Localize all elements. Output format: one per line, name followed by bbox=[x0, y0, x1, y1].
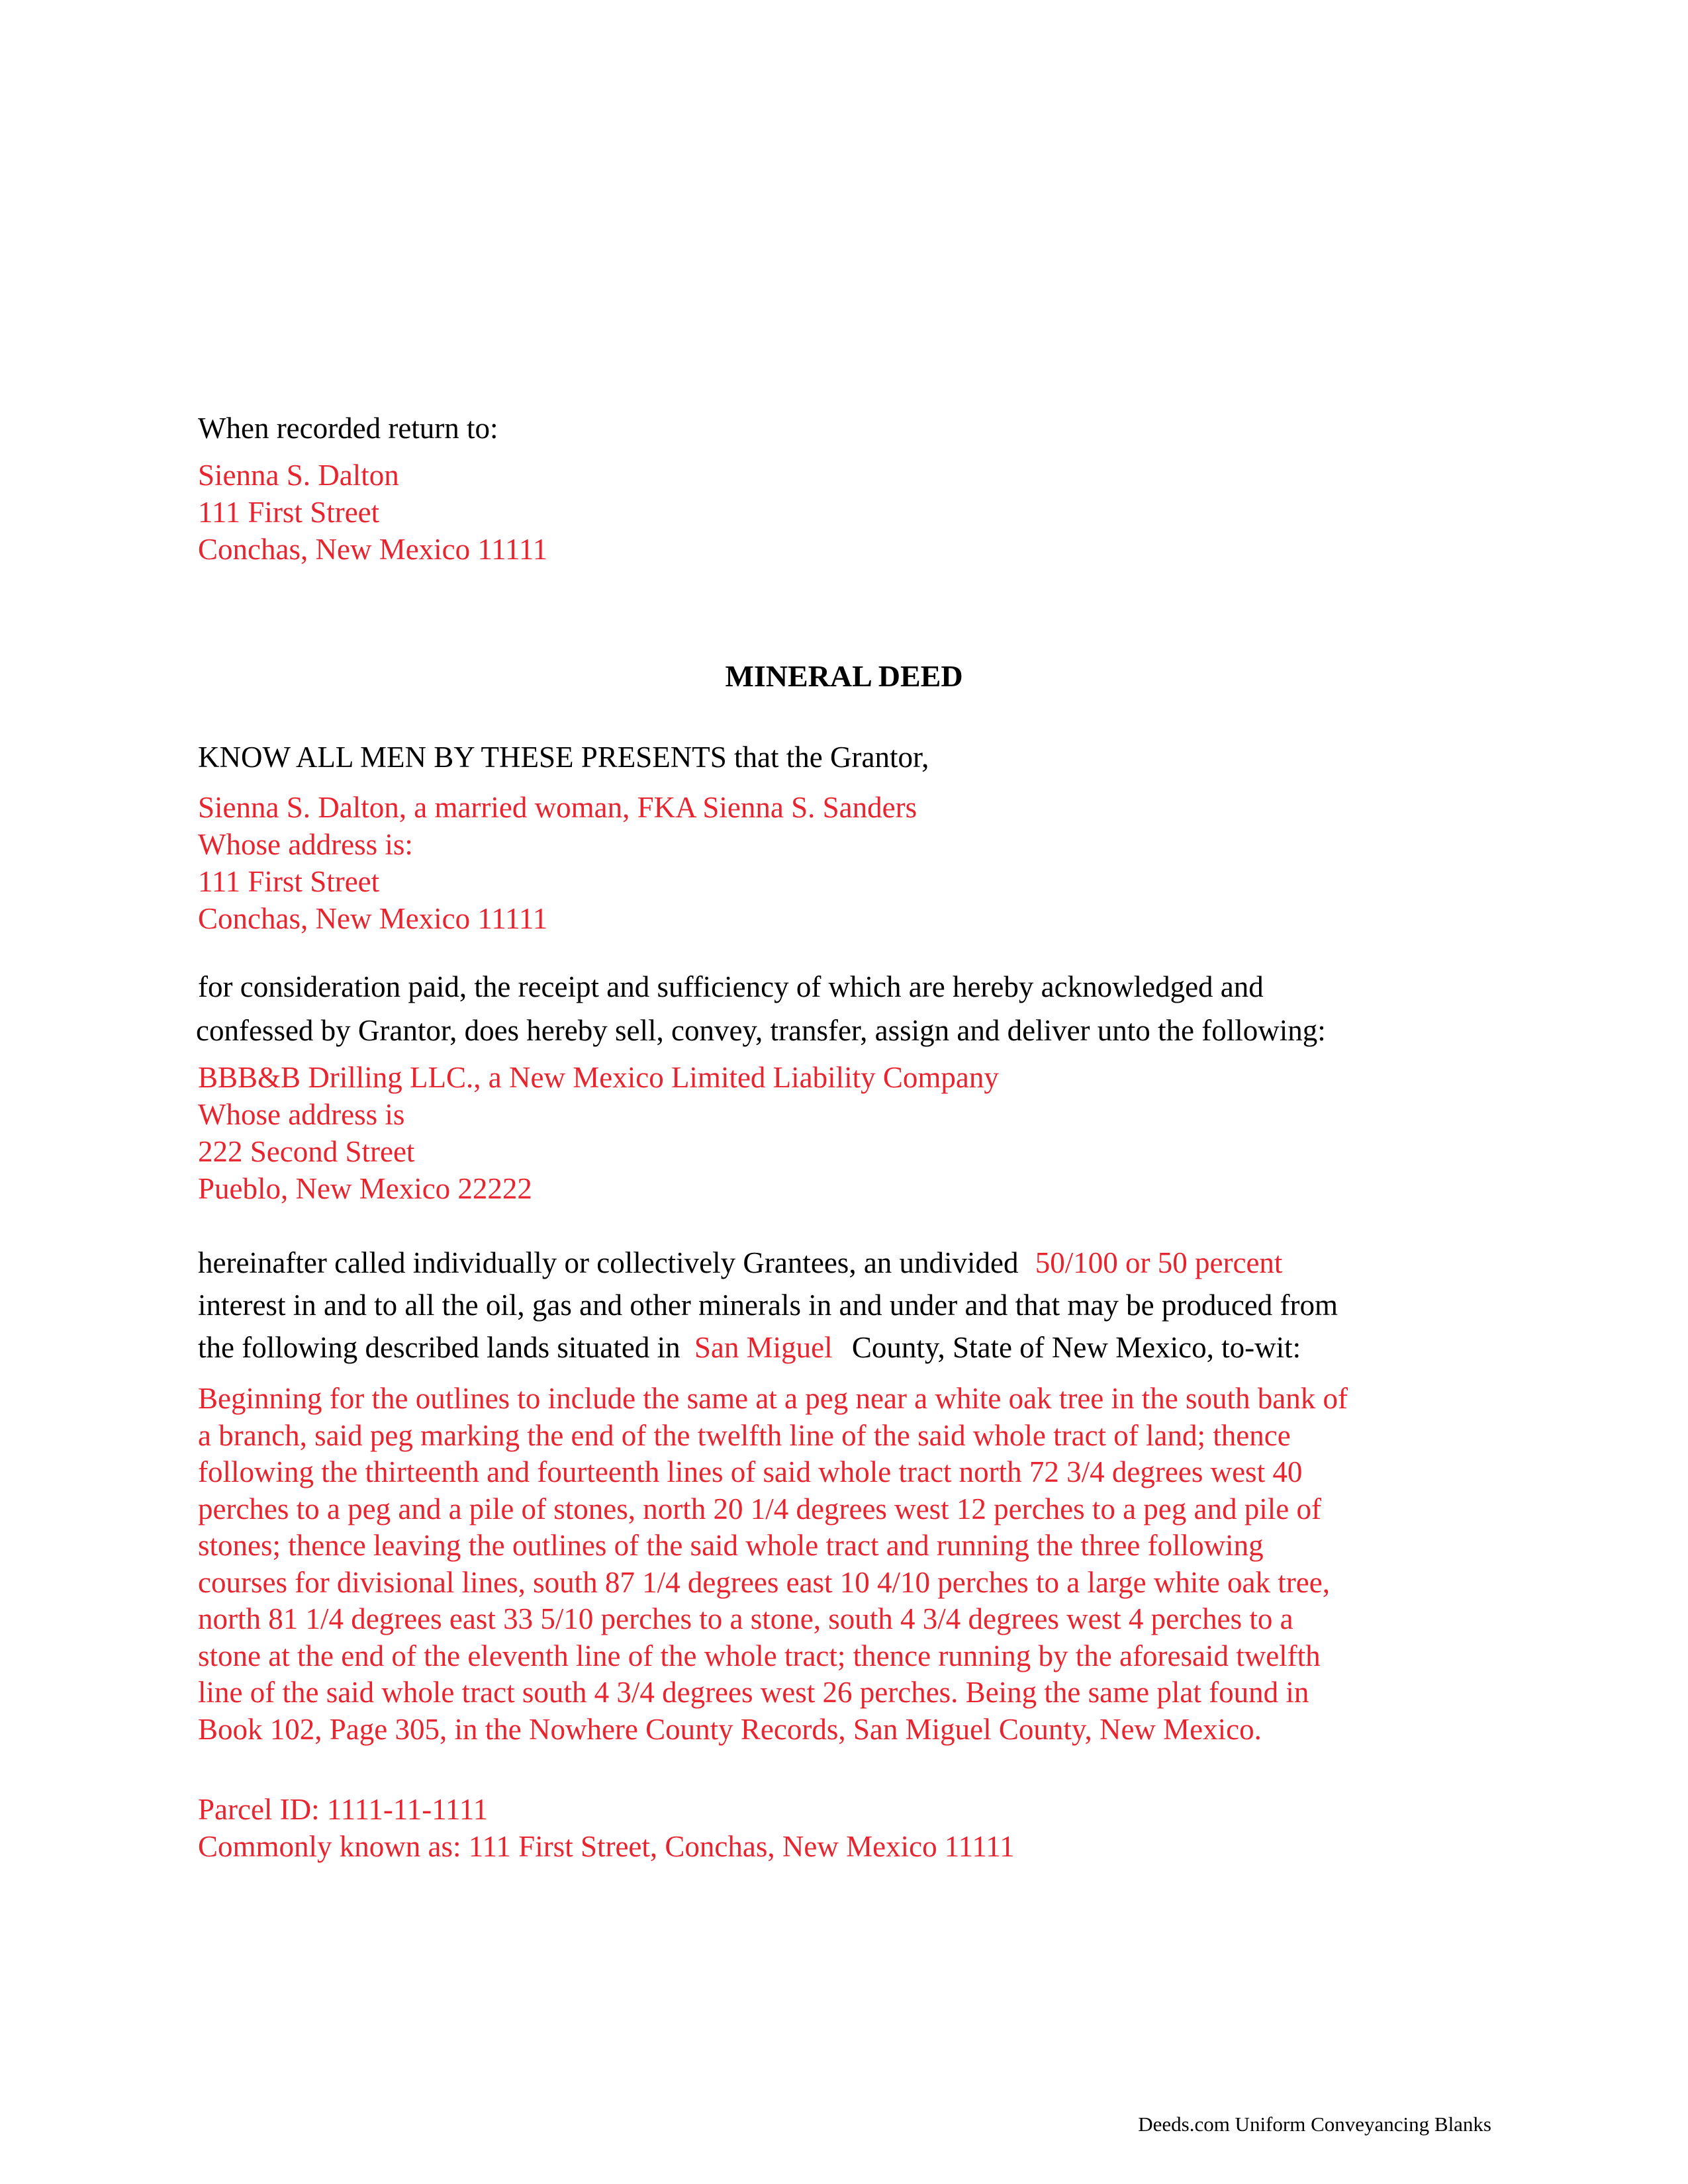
consideration-paragraph bbox=[198, 965, 1495, 1052]
grantee-city: Pueblo, New Mexico 22222 bbox=[198, 1172, 532, 1205]
interest-line-3-suffix: County, State of New Mexico, to-wit: bbox=[851, 1331, 1301, 1364]
consideration-line-1: for consideration paid, the receipt and sufficiency of which are hereby acknowledged and bbox=[198, 970, 1264, 1003]
grantee-address-label: Whose address is bbox=[198, 1098, 405, 1131]
document-title: MINERAL DEED bbox=[725, 659, 963, 693]
grantor-address-label: Whose address is: bbox=[198, 828, 413, 861]
legal-description: Beginning for the outlines to include the same at a peg near a white oak tree in the south bank of a branch, said peg marking the end of the twelfth line of the said whole tract of land; thence following the thirteenth and fourteenth lines of said whole tract north 72 3/4 degrees west 40 perches to a peg and a pile of stones, north 20 1/4 degrees west 12 perches to a peg and pile of stones; thence leaving the outlines of the said whole tract and running the three following courses for divisional lines, south 87 1/4 degrees east 10 4/10 perches to a large white oak tree, north 81 1/4 degrees east 33 5/10 perches to a stone, south 4 3/4 degrees west 4 perches to a stone at the end of the eleventh line of the whole tract; thence running by the aforesaid twelfth line of the said whole tract south 4 3/4 degrees west 26 perches. Being the same plat found in Book 102, Page 305, in the Nowhere County Records, San Miguel County, New Mexico. bbox=[198, 1382, 1348, 1746]
return-to-city: Conchas, New Mexico 11111 bbox=[198, 533, 548, 566]
return-to-address bbox=[198, 457, 1495, 568]
consideration-line-2: confessed by Grantor, does hereby sell, convey, transfer, assign and deliver unto the following: bbox=[196, 1014, 1326, 1047]
return-to-street: 111 First Street bbox=[198, 496, 380, 529]
return-to-name: Sienna S. Dalton bbox=[198, 459, 399, 492]
grantor-name: Sienna S. Dalton, a married woman, FKA Sienna S. Sanders bbox=[198, 791, 917, 824]
parcel-id: Parcel ID: 1111-11-1111 bbox=[198, 1793, 489, 1826]
grantee-name: BBB&B Drilling LLC., a New Mexico Limited Liability Company bbox=[198, 1061, 999, 1094]
footer-text: Deeds.com Uniform Conveyancing Blanks bbox=[1138, 2113, 1491, 2136]
grantor-intro: KNOW ALL MEN BY THESE PRESENTS that the Grantor, bbox=[198, 741, 929, 774]
county-name: San Miguel bbox=[694, 1331, 833, 1364]
interest-line-2: interest in and to all the oil, gas and other minerals in and under and that may be produced from bbox=[198, 1289, 1338, 1322]
interest-line-3: the following described lands situated in bbox=[198, 1331, 680, 1364]
interest-paragraph bbox=[198, 1242, 1495, 1369]
parcel-block bbox=[198, 1791, 1495, 1865]
grantee-street: 222 Second Street bbox=[198, 1135, 415, 1168]
parcel-known-as: Commonly known as: 111 First Street, Conchas, New Mexico 11111 bbox=[198, 1830, 1015, 1863]
grantee-block bbox=[198, 1059, 1495, 1207]
interest-line-1: hereinafter called individually or collectively Grantees, an undivided bbox=[198, 1246, 1019, 1279]
grantor-block bbox=[198, 789, 1495, 937]
grantor-city: Conchas, New Mexico 11111 bbox=[198, 902, 548, 935]
grantor-street: 111 First Street bbox=[198, 865, 380, 898]
return-to-label: When recorded return to: bbox=[198, 412, 498, 445]
interest-share: 50/100 or 50 percent bbox=[1035, 1246, 1283, 1279]
